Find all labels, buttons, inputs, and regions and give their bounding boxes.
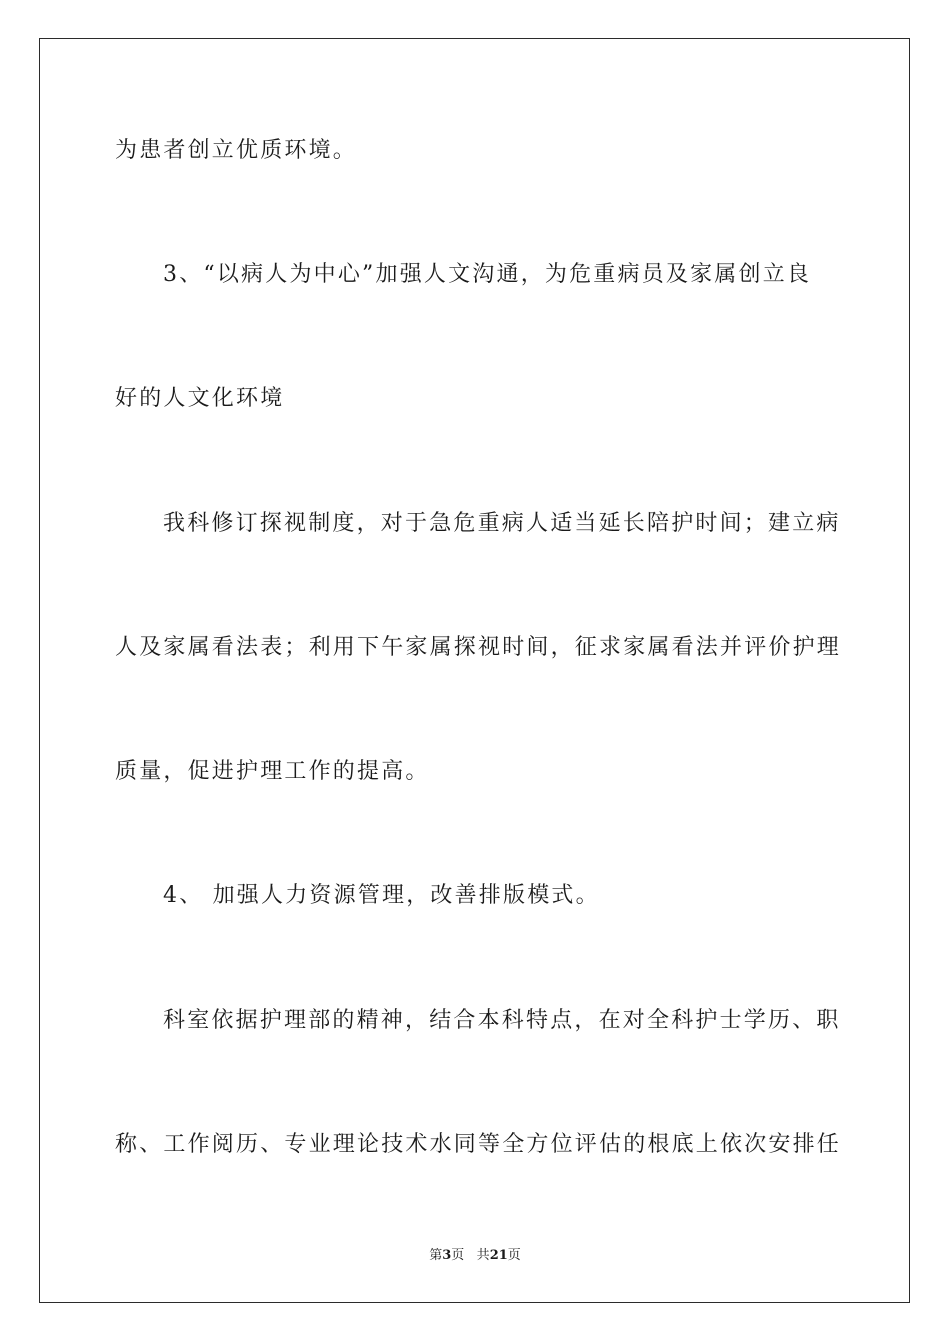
text-line-1: 为患者创立优质环境。 bbox=[115, 138, 358, 163]
text-line-5: 人及家属看法表；利用下午家属探视时间，征求家属看法并评价护理 bbox=[115, 635, 842, 660]
text-line-6: 质量，促进护理工作的提高。 bbox=[115, 759, 430, 784]
footer-total-prefix: 共 bbox=[476, 1248, 490, 1263]
page-footer bbox=[0, 1247, 950, 1265]
text-line-7: 4、 加强人力资源管理，改善排版模式。 bbox=[163, 883, 600, 908]
text-line-3: 好的人文化环境 bbox=[115, 386, 285, 411]
page-frame bbox=[39, 38, 910, 1303]
footer-page-suffix: 页 bbox=[451, 1248, 465, 1263]
text-line-8: 科室依据护理部的精神，结合本科特点，在对全科护士学历、职 bbox=[163, 1008, 841, 1033]
text-line-4: 我科修订探视制度，对于急危重病人适当延长陪护时间；建立病 bbox=[163, 511, 841, 536]
footer-page-prefix: 第 bbox=[429, 1248, 443, 1263]
footer-page-number: 3 bbox=[442, 1248, 452, 1263]
footer-total-pages: 21 bbox=[489, 1248, 508, 1263]
footer-total-suffix: 页 bbox=[507, 1248, 521, 1263]
text-line-2: 3、“以病人为中心”加强人文沟通，为危重病员及家属创立良 bbox=[163, 262, 812, 287]
text-line-9: 称、工作阅历、专业理论技术水同等全方位评估的根底上依次安排任 bbox=[115, 1132, 842, 1157]
